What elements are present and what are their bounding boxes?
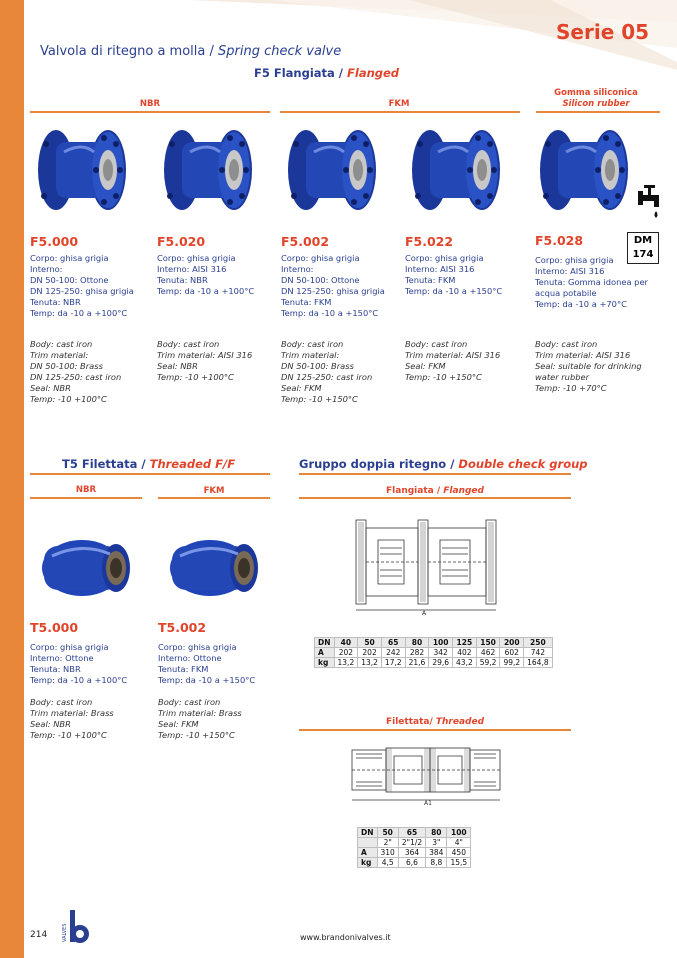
fkm-rule	[280, 111, 520, 113]
double-flanged-drawing	[344, 510, 508, 616]
nbr-group-label: NBR	[75, 485, 97, 495]
table-row: kg 4,5 6,6 8,8 15,5	[358, 858, 471, 868]
product-spec-it: Corpo: ghisa grigia Interno: DN 50-100: Ottone DN 125-250: ghisa grigia Tenuta: NBR Temp: da -10 a +100°C	[30, 253, 134, 318]
silicone-rule	[536, 111, 660, 113]
series-label: Serie 05	[556, 20, 650, 44]
double-check-heading: Gruppo doppia ritegno / Double check group	[299, 457, 588, 471]
fkm-rule	[158, 497, 270, 499]
product-code: F5.028	[535, 233, 584, 248]
double-threaded-drawing	[348, 744, 504, 806]
product-spec-en: Body: cast iron Trim material: AISI 316 Seal: NBR Temp: -10 +100°C	[157, 339, 253, 382]
double-flanged-rule	[299, 497, 571, 499]
table-row: A 310 364 384 450	[358, 848, 471, 858]
table-row: kg 13,2 13,2 17,2 21,6 29,6 43,2 59,2 99,2 164,8	[315, 658, 553, 668]
flanged-valve-image	[34, 122, 130, 218]
product-spec-it: Corpo: ghisa grigia Interno: AISI 316 Tenuta: Gomma idonea per acqua potabile Temp: da -10 a +70°C	[535, 255, 648, 309]
product-spec-it: Corpo: ghisa grigia Interno: AISI 316 Tenuta: NBR Temp: da -10 a +100°C	[157, 253, 255, 296]
product-code: T5.000	[30, 620, 79, 635]
double-threaded-rule	[299, 729, 571, 731]
table-row: A 202 202 242 282 342 402 462 602 742	[315, 648, 553, 658]
flanged-valve-image	[408, 122, 504, 218]
double-threaded-table: DN 50 65 80 100 2" 2"1/2 3" 4" A 310 364 384 450 kg 4,5 6,6 8,8 15,5	[357, 827, 471, 868]
nbr-group-label: NBR	[139, 99, 161, 109]
threaded-heading-rule	[30, 473, 270, 475]
flanged-valve-image	[160, 122, 256, 218]
double-threaded-label: Filettata/ Threaded	[385, 717, 485, 727]
brandoni-logo	[60, 906, 94, 946]
product-spec-en: Body: cast iron Trim material: Brass Seal: FKM Temp: -10 +150°C	[158, 697, 242, 740]
product-spec-it: Corpo: ghisa grigia Interno: DN 50-100: Ottone DN 125-250: ghisa grigia Tenuta: FKM Temp: da -10 a +150°C	[281, 253, 385, 318]
product-code: T5.002	[158, 620, 207, 635]
fkm-group-label: FKM	[388, 99, 410, 109]
product-spec-it: Corpo: ghisa grigia Interno: AISI 316 Tenuta: FKM Temp: da -10 a +150°C	[405, 253, 503, 296]
silicone-group-label: Gomma siliconica	[554, 88, 638, 98]
threaded-heading: T5 Filettata / Threaded F/F	[62, 457, 236, 471]
table-row: 2" 2"1/2 3" 4"	[358, 838, 471, 848]
product-spec-en: Body: cast iron Trim material: AISI 316 Seal: suitable for drinking water rubber Temp: -10 +70°C	[535, 339, 642, 393]
nbr-rule	[30, 497, 142, 499]
page-title: Valvola di ritegno a molla / Spring check valve	[40, 44, 342, 59]
website-url: www.brandonivalves.it	[300, 933, 391, 942]
product-spec-en: Body: cast iron Trim material: Brass Seal: NBR Temp: -10 +100°C	[30, 697, 114, 740]
product-spec-it: Corpo: ghisa grigia Interno: Ottone Tenuta: FKM Temp: da -10 a +150°C	[158, 642, 256, 685]
product-code: F5.020	[157, 234, 206, 249]
product-code: F5.000	[30, 234, 79, 249]
product-spec-en: Body: cast iron Trim material: DN 50-100: Brass DN 125-250: cast iron Seal: FKM Temp: -10 +150°C	[281, 339, 373, 404]
product-code: F5.002	[281, 234, 330, 249]
product-spec-en: Body: cast iron Trim material: DN 50-100: Brass DN 125-250: cast iron Seal: NBR Temp: -10 +100°C	[30, 339, 122, 404]
nbr-rule	[30, 111, 270, 113]
water-tap-icon	[636, 183, 666, 219]
product-spec-en: Body: cast iron Trim material: AISI 316 Seal: FKM Temp: -10 +150°C	[405, 339, 501, 382]
silicone-group-label-en: Silicon rubber	[562, 99, 630, 109]
flanged-heading: F5 Flangiata / Flanged	[254, 66, 400, 80]
flanged-valve-image	[536, 122, 632, 218]
threaded-valve-image	[158, 528, 263, 608]
svg-text:VALVES: VALVES	[62, 923, 68, 942]
threaded-valve-image	[30, 528, 135, 608]
orange-sidebar	[0, 0, 24, 958]
dimension-a1-label: A1	[424, 800, 432, 806]
flanged-valve-image	[284, 122, 380, 218]
product-spec-it: Corpo: ghisa grigia Interno: Ottone Tenuta: NBR Temp: da -10 a +100°C	[30, 642, 128, 685]
double-check-rule	[299, 473, 571, 475]
page-number: 214	[30, 930, 48, 940]
product-code: F5.022	[405, 234, 454, 249]
double-flanged-label: Flangiata / Flanged	[386, 486, 484, 496]
fkm-group-label: FKM	[203, 486, 225, 496]
dm174-badge: DM 174	[627, 232, 659, 264]
dimension-a-label: A	[421, 610, 427, 616]
double-flanged-table: DN 40 50 65 80 100 125 150 200 250 A 202 202 242 282 342 402 462 602 742 kg 13,2 13,2 17,2 21,6 29,6 43,2 59,2 99,2 164,8	[314, 637, 553, 668]
